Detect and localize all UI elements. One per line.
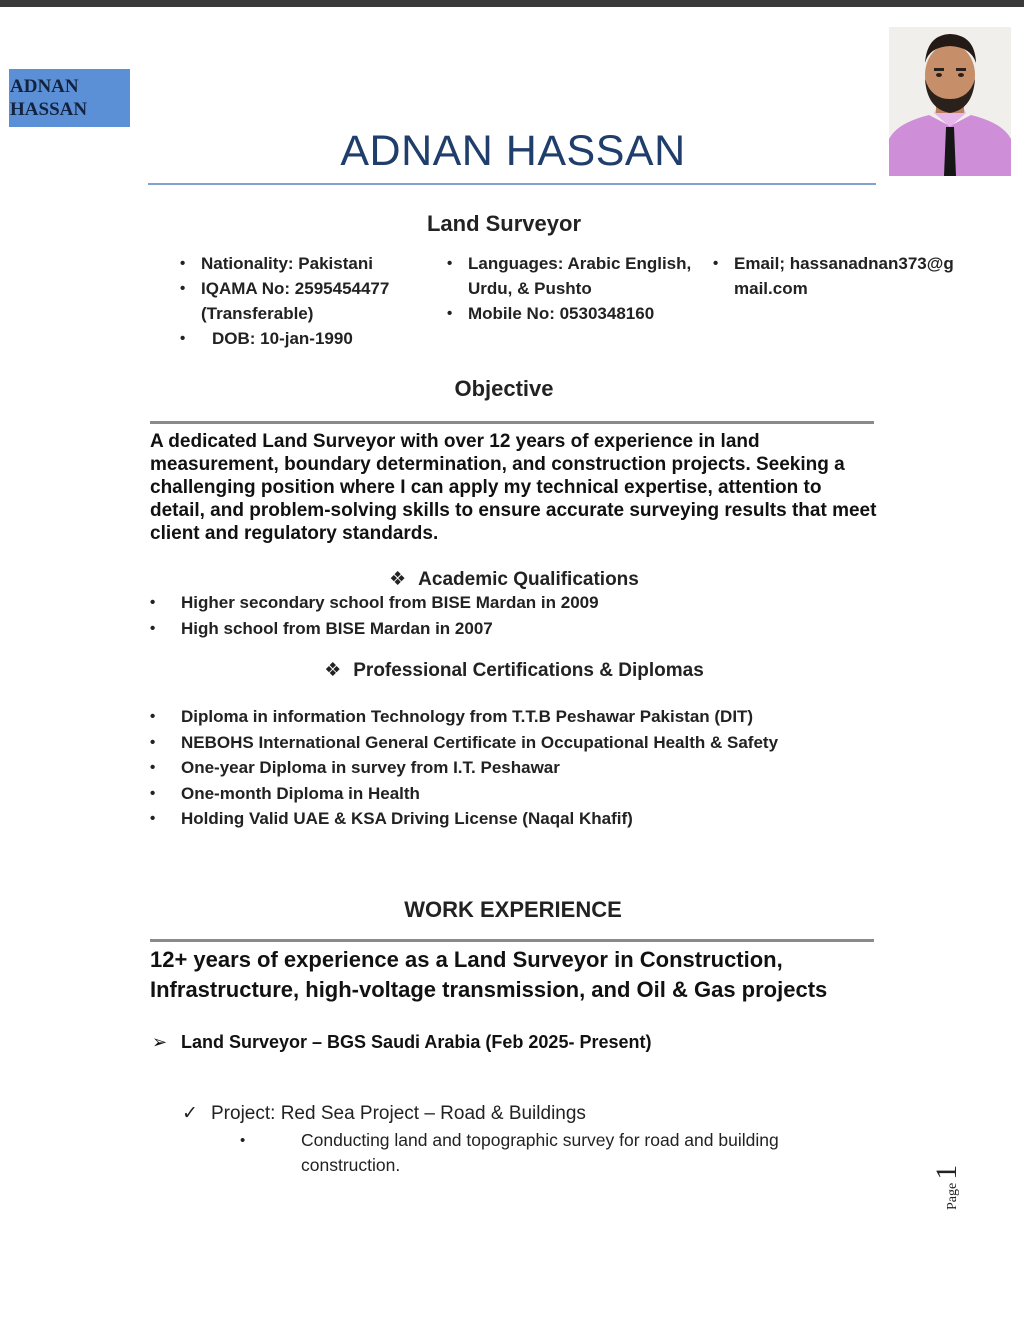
nationality: • Nationality: Pakistani xyxy=(178,251,428,276)
info-column-contact xyxy=(711,251,956,301)
checkmark-icon: ✓ xyxy=(182,1103,198,1124)
arrow-bullet-icon: ➢ xyxy=(152,1032,168,1052)
academic-list xyxy=(150,590,870,641)
date-of-birth: • DOB: 10-jan-1990 xyxy=(178,326,428,351)
project-line xyxy=(182,1102,586,1125)
job-title: Land Surveyor xyxy=(426,211,582,236)
email: • Email; hassanadnan373@gmail.com xyxy=(711,251,956,301)
academic-heading-label: Academic Qualifications xyxy=(418,569,639,590)
bullet-icon: • xyxy=(240,1132,246,1149)
job-role-label: Land Surveyor – BGS Saudi Arabia (Feb 2025- Present) xyxy=(181,1032,652,1052)
diamond-bullet-icon: ❖ xyxy=(389,569,407,590)
academic-heading xyxy=(150,568,878,591)
mobile-number: • Mobile No: 0530348160 xyxy=(445,301,705,326)
page-number xyxy=(930,1150,980,1210)
certifications-list xyxy=(150,704,880,832)
certifications-heading-label: Professional Certifications & Diplomas xyxy=(353,660,704,681)
name-box-last: HASSAN xyxy=(10,99,88,120)
job-role xyxy=(152,1032,651,1053)
list-item: • Holding Valid UAE & KSA Driving License (Naqal Khafif) xyxy=(150,806,880,832)
info-column-personal xyxy=(178,251,428,351)
profile-photo xyxy=(889,27,1011,176)
objective-text: A dedicated Land Surveyor with over 12 years of experience in land measurement, boundary determination, and construction projects. Seeking a challenging position where I can apply my technical expertise, attention to detail, and problem-solving skills to ensure accurate surveying results that meet client and regulatory standards. xyxy=(150,431,877,544)
work-experience-rule xyxy=(150,939,874,942)
resume-name-title: ADNAN HASSAN xyxy=(340,127,686,175)
profile-photo-illustration xyxy=(889,27,1011,176)
list-item: • Diploma in information Technology from T.T.B Peshawar Pakistan (DIT) xyxy=(150,704,880,730)
list-item: • High school from BISE Mardan in 2007 xyxy=(150,616,870,642)
list-item: • Higher secondary school from BISE Mardan in 2009 xyxy=(150,590,870,616)
name-box-first: ADNAN xyxy=(10,76,79,97)
iqama-number: • IQAMA No: 2595454477 (Transferable) xyxy=(178,276,428,326)
list-item: • NEBOHS International General Certificate in Occupational Health & Safety xyxy=(150,730,880,756)
list-item: • One-year Diploma in survey from I.T. Peshawar xyxy=(150,755,880,781)
page-label: Page xyxy=(945,1182,960,1210)
objective-rule xyxy=(150,421,874,424)
list-item: • One-month Diploma in Health xyxy=(150,781,880,807)
top-border xyxy=(0,0,1024,7)
title-underline xyxy=(148,183,876,185)
project-label: Project: Red Sea Project – Road & Buildings xyxy=(211,1103,586,1124)
certifications-heading xyxy=(150,659,878,682)
objective-heading: Objective xyxy=(454,376,554,401)
name-box xyxy=(9,69,130,127)
languages: • Languages: Arabic English, Urdu, & Pushto xyxy=(445,251,705,301)
work-experience-heading: WORK EXPERIENCE xyxy=(404,897,622,922)
project-task: Conducting land and topographic survey for road and building construction. xyxy=(301,1130,779,1175)
page-number-value: 1 xyxy=(930,1164,963,1180)
diamond-bullet-icon: ❖ xyxy=(324,660,342,681)
experience-summary: 12+ years of experience as a Land Surveyor in Construction, Infrastructure, high-voltage transmission, and Oil & Gas projects xyxy=(150,947,828,1002)
info-column-languages xyxy=(445,251,705,326)
